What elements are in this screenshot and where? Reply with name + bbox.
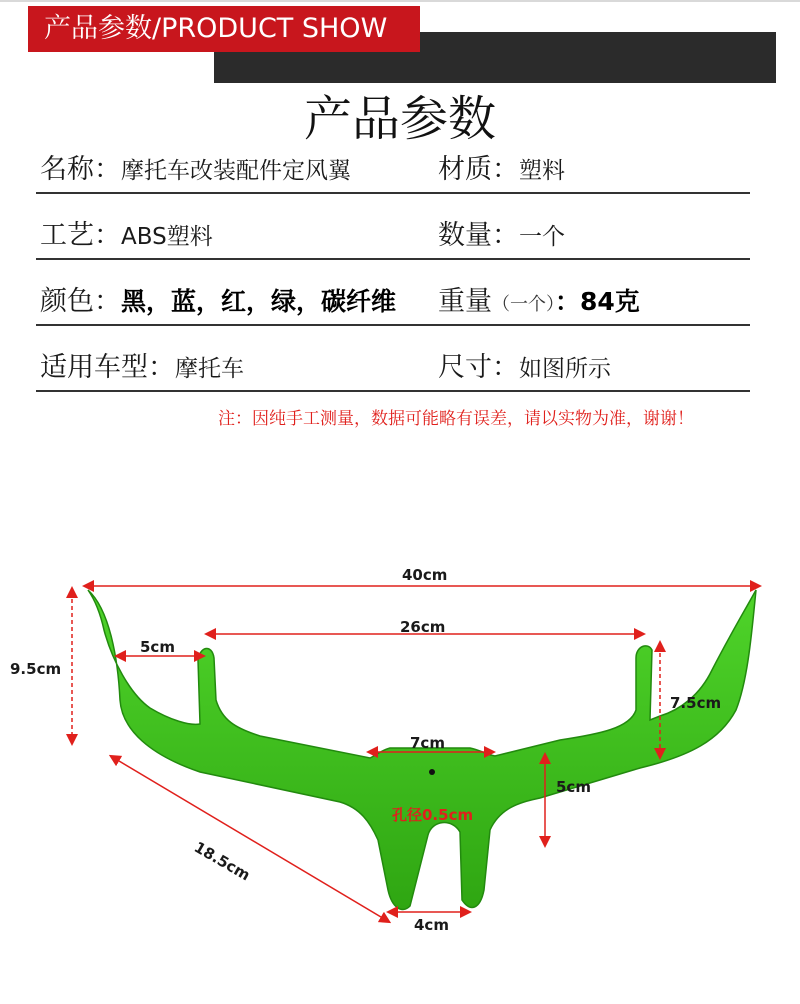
dim-center-height: 5cm [556, 778, 591, 796]
spec-value: 如图所示 [519, 356, 611, 382]
spec-row [36, 326, 750, 392]
header-banner [0, 0, 800, 86]
dim-diagonal: 18.5cm [191, 838, 254, 885]
spec-value: 塑料 [519, 158, 565, 184]
dim-bottom-width: 4cm [414, 916, 449, 934]
top-divider [0, 0, 800, 2]
spec-size [438, 345, 611, 384]
mount-hole [429, 769, 435, 775]
spec-row [36, 148, 750, 194]
spec-label: 工艺： [40, 220, 121, 251]
dim-left-gap: 5cm [140, 638, 175, 656]
dim-total-width: 40cm [402, 566, 448, 584]
spec-label: 名称： [40, 154, 121, 185]
dim-left-height: 9.5cm [10, 660, 62, 678]
spec-value: 黑，蓝，红，绿，碳纤维 [121, 287, 397, 316]
spec-color [40, 279, 396, 318]
dim-right-height: 7.5cm [670, 694, 722, 712]
spec-value: 摩托车 [175, 356, 244, 382]
spec-weight [438, 279, 640, 318]
page-title: 产品参数 [303, 91, 496, 147]
spec-label: 适用车型： [40, 352, 175, 383]
spec-value: ：84克 [555, 287, 640, 316]
spec-quantity [438, 213, 565, 252]
spec-model [40, 345, 244, 384]
spec-label: 重量 [438, 286, 492, 317]
disclaimer-note: 注：因纯手工测量，数据可能略有误差，请以实物为准，谢谢！ [218, 409, 694, 429]
product-diagram [0, 540, 800, 940]
spec-material [438, 147, 565, 186]
spec-value: ABS塑料 [121, 224, 213, 250]
spec-row [36, 260, 750, 326]
spec-name [40, 147, 351, 186]
spec-table [36, 148, 750, 392]
dim-center-width: 7cm [410, 734, 445, 752]
spec-label: 颜色： [40, 286, 121, 317]
spec-value: 一个 [519, 224, 565, 250]
spec-craft [40, 213, 213, 252]
dim-hole: 孔径0.5cm [392, 806, 474, 824]
spec-value: 摩托车改装配件定风翼 [121, 158, 351, 184]
spec-label: 尺寸： [438, 352, 519, 383]
spec-row [36, 194, 750, 260]
banner-title: 产品参数/PRODUCT SHOW [28, 6, 420, 52]
dim-inner-width: 26cm [400, 618, 446, 636]
spec-label: 数量： [438, 220, 519, 251]
spec-label: 材质： [438, 154, 519, 185]
winglet-illustration [0, 540, 800, 940]
spec-unit: （一个） [492, 294, 555, 315]
